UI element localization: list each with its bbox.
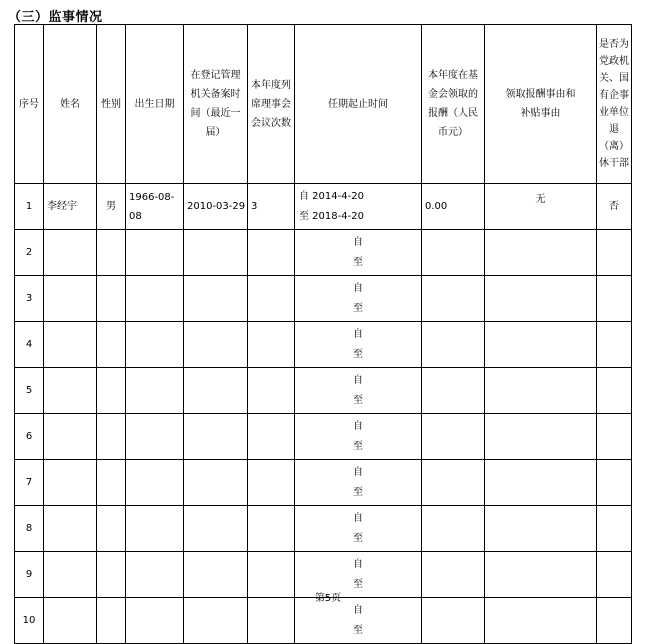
header-reason: 领取报酬事由和补贴事由 (485, 25, 597, 184)
cell-salary (422, 276, 485, 322)
header-term: 任期起止时间 (295, 25, 422, 184)
cell-reason (485, 368, 597, 414)
cell-gender (97, 414, 126, 460)
cell-birth: 1966-08-08 (126, 184, 184, 230)
term-to: 至 (353, 624, 363, 636)
cell-reason (485, 506, 597, 552)
cell-gender (97, 506, 126, 552)
term-to: 至 (353, 394, 363, 406)
term-from: 自 (353, 466, 363, 478)
term-to: 至 (353, 486, 363, 498)
cell-birth (126, 276, 184, 322)
cell-seq: 8 (15, 506, 44, 552)
cell-birth (126, 506, 184, 552)
term-from: 自 (353, 282, 363, 294)
cell-term (295, 230, 422, 276)
cell-reg-time: 2010-03-29 (184, 184, 248, 230)
cell-term (295, 276, 422, 322)
table-row (15, 506, 632, 552)
supervisor-table (14, 24, 632, 644)
cell-reason: 无 (485, 184, 597, 230)
page-number: 第5页 (314, 593, 342, 604)
cell-attend (248, 230, 295, 276)
cell-name (44, 322, 97, 368)
cell-reg-time (184, 414, 248, 460)
term-from: 自 (353, 374, 363, 386)
term-to: 至 (353, 348, 363, 360)
cell-salary (422, 414, 485, 460)
cell-is-retired (597, 230, 632, 276)
cell-birth (126, 598, 184, 644)
cell-gender (97, 368, 126, 414)
cell-seq: 1 (15, 184, 44, 230)
cell-attend (248, 414, 295, 460)
cell-name (44, 230, 97, 276)
cell-attend (248, 322, 295, 368)
cell-name (44, 414, 97, 460)
table-row (15, 276, 632, 322)
cell-reason (485, 276, 597, 322)
table-row (15, 414, 632, 460)
cell-is-retired (597, 368, 632, 414)
term-to: 至 (353, 440, 363, 452)
term-to: 至 (353, 532, 363, 544)
cell-term (295, 598, 422, 644)
term-from: 自 (353, 558, 363, 570)
header-reg-time: 在登记管理机关备案时间（最近一届） (184, 25, 248, 184)
term-from: 自 (353, 236, 363, 248)
cell-salary: 0.00 (422, 184, 485, 230)
cell-reason (485, 598, 597, 644)
cell-is-retired (597, 598, 632, 644)
cell-seq: 3 (15, 276, 44, 322)
cell-salary (422, 322, 485, 368)
cell-birth (126, 230, 184, 276)
cell-reg-time (184, 506, 248, 552)
cell-birth (126, 414, 184, 460)
cell-attend (248, 506, 295, 552)
term-from: 自 (353, 604, 363, 616)
cell-gender (97, 230, 126, 276)
term-to: 至 (353, 256, 363, 268)
header-is-retired: 是否为党政机关、国有企事业单位退（离）休干部 (597, 25, 632, 184)
cell-is-retired (597, 414, 632, 460)
cell-seq: 7 (15, 460, 44, 506)
cell-reason (485, 460, 597, 506)
cell-salary (422, 460, 485, 506)
cell-gender (97, 460, 126, 506)
cell-birth (126, 322, 184, 368)
header-salary: 本年度在基金会领取的报酬（人民币元） (422, 25, 485, 184)
cell-is-retired (597, 322, 632, 368)
cell-gender (97, 322, 126, 368)
cell-reg-time (184, 276, 248, 322)
cell-attend (248, 368, 295, 414)
cell-salary (422, 598, 485, 644)
table-row (15, 368, 632, 414)
cell-salary (422, 368, 485, 414)
cell-name: 李经宇 (44, 184, 97, 230)
cell-name (44, 506, 97, 552)
cell-attend (248, 460, 295, 506)
cell-term (295, 322, 422, 368)
table-row (15, 230, 632, 276)
cell-reg-time (184, 230, 248, 276)
cell-is-retired (597, 276, 632, 322)
term-to: 至 (353, 578, 363, 590)
cell-salary (422, 506, 485, 552)
cell-salary (422, 230, 485, 276)
cell-term (295, 368, 422, 414)
cell-is-retired (597, 506, 632, 552)
cell-term (295, 414, 422, 460)
cell-reason (485, 230, 597, 276)
term-from: 自 2014-4-20 (299, 190, 364, 202)
cell-term (295, 184, 422, 230)
cell-seq: 10 (15, 598, 44, 644)
cell-attend (248, 598, 295, 644)
header-attend: 本年度列席理事会会议次数 (248, 25, 295, 184)
term-to: 至 2018-4-20 (299, 210, 364, 222)
cell-reg-time (184, 368, 248, 414)
cell-seq: 6 (15, 414, 44, 460)
term-from: 自 (353, 512, 363, 524)
table-row (15, 598, 632, 644)
cell-attend: 3 (248, 184, 295, 230)
cell-reg-time (184, 460, 248, 506)
table-row (15, 322, 632, 368)
cell-reg-time (184, 322, 248, 368)
term-from: 自 (353, 328, 363, 340)
cell-gender (97, 276, 126, 322)
cell-seq: 9 (15, 552, 44, 598)
cell-birth (126, 460, 184, 506)
table-row (15, 460, 632, 506)
cell-name (44, 460, 97, 506)
cell-name (44, 598, 97, 644)
cell-reason (485, 322, 597, 368)
cell-is-retired: 否 (597, 184, 632, 230)
cell-attend (248, 276, 295, 322)
cell-is-retired (597, 460, 632, 506)
table-row (15, 184, 632, 230)
header-row (15, 25, 632, 184)
term-to: 至 (353, 302, 363, 314)
cell-seq: 4 (15, 322, 44, 368)
cell-gender: 男 (97, 184, 126, 230)
header-seq: 序号 (15, 25, 44, 184)
cell-reg-time (184, 598, 248, 644)
header-name: 姓名 (44, 25, 97, 184)
section-title: （三）监事情况 (8, 10, 103, 25)
cell-gender (97, 598, 126, 644)
cell-seq: 2 (15, 230, 44, 276)
term-from: 自 (353, 420, 363, 432)
cell-seq: 5 (15, 368, 44, 414)
cell-reason (485, 414, 597, 460)
cell-term (295, 506, 422, 552)
cell-birth (126, 368, 184, 414)
header-birth: 出生日期 (126, 25, 184, 184)
header-gender: 性别 (97, 25, 126, 184)
cell-name (44, 368, 97, 414)
cell-term (295, 460, 422, 506)
cell-name (44, 276, 97, 322)
